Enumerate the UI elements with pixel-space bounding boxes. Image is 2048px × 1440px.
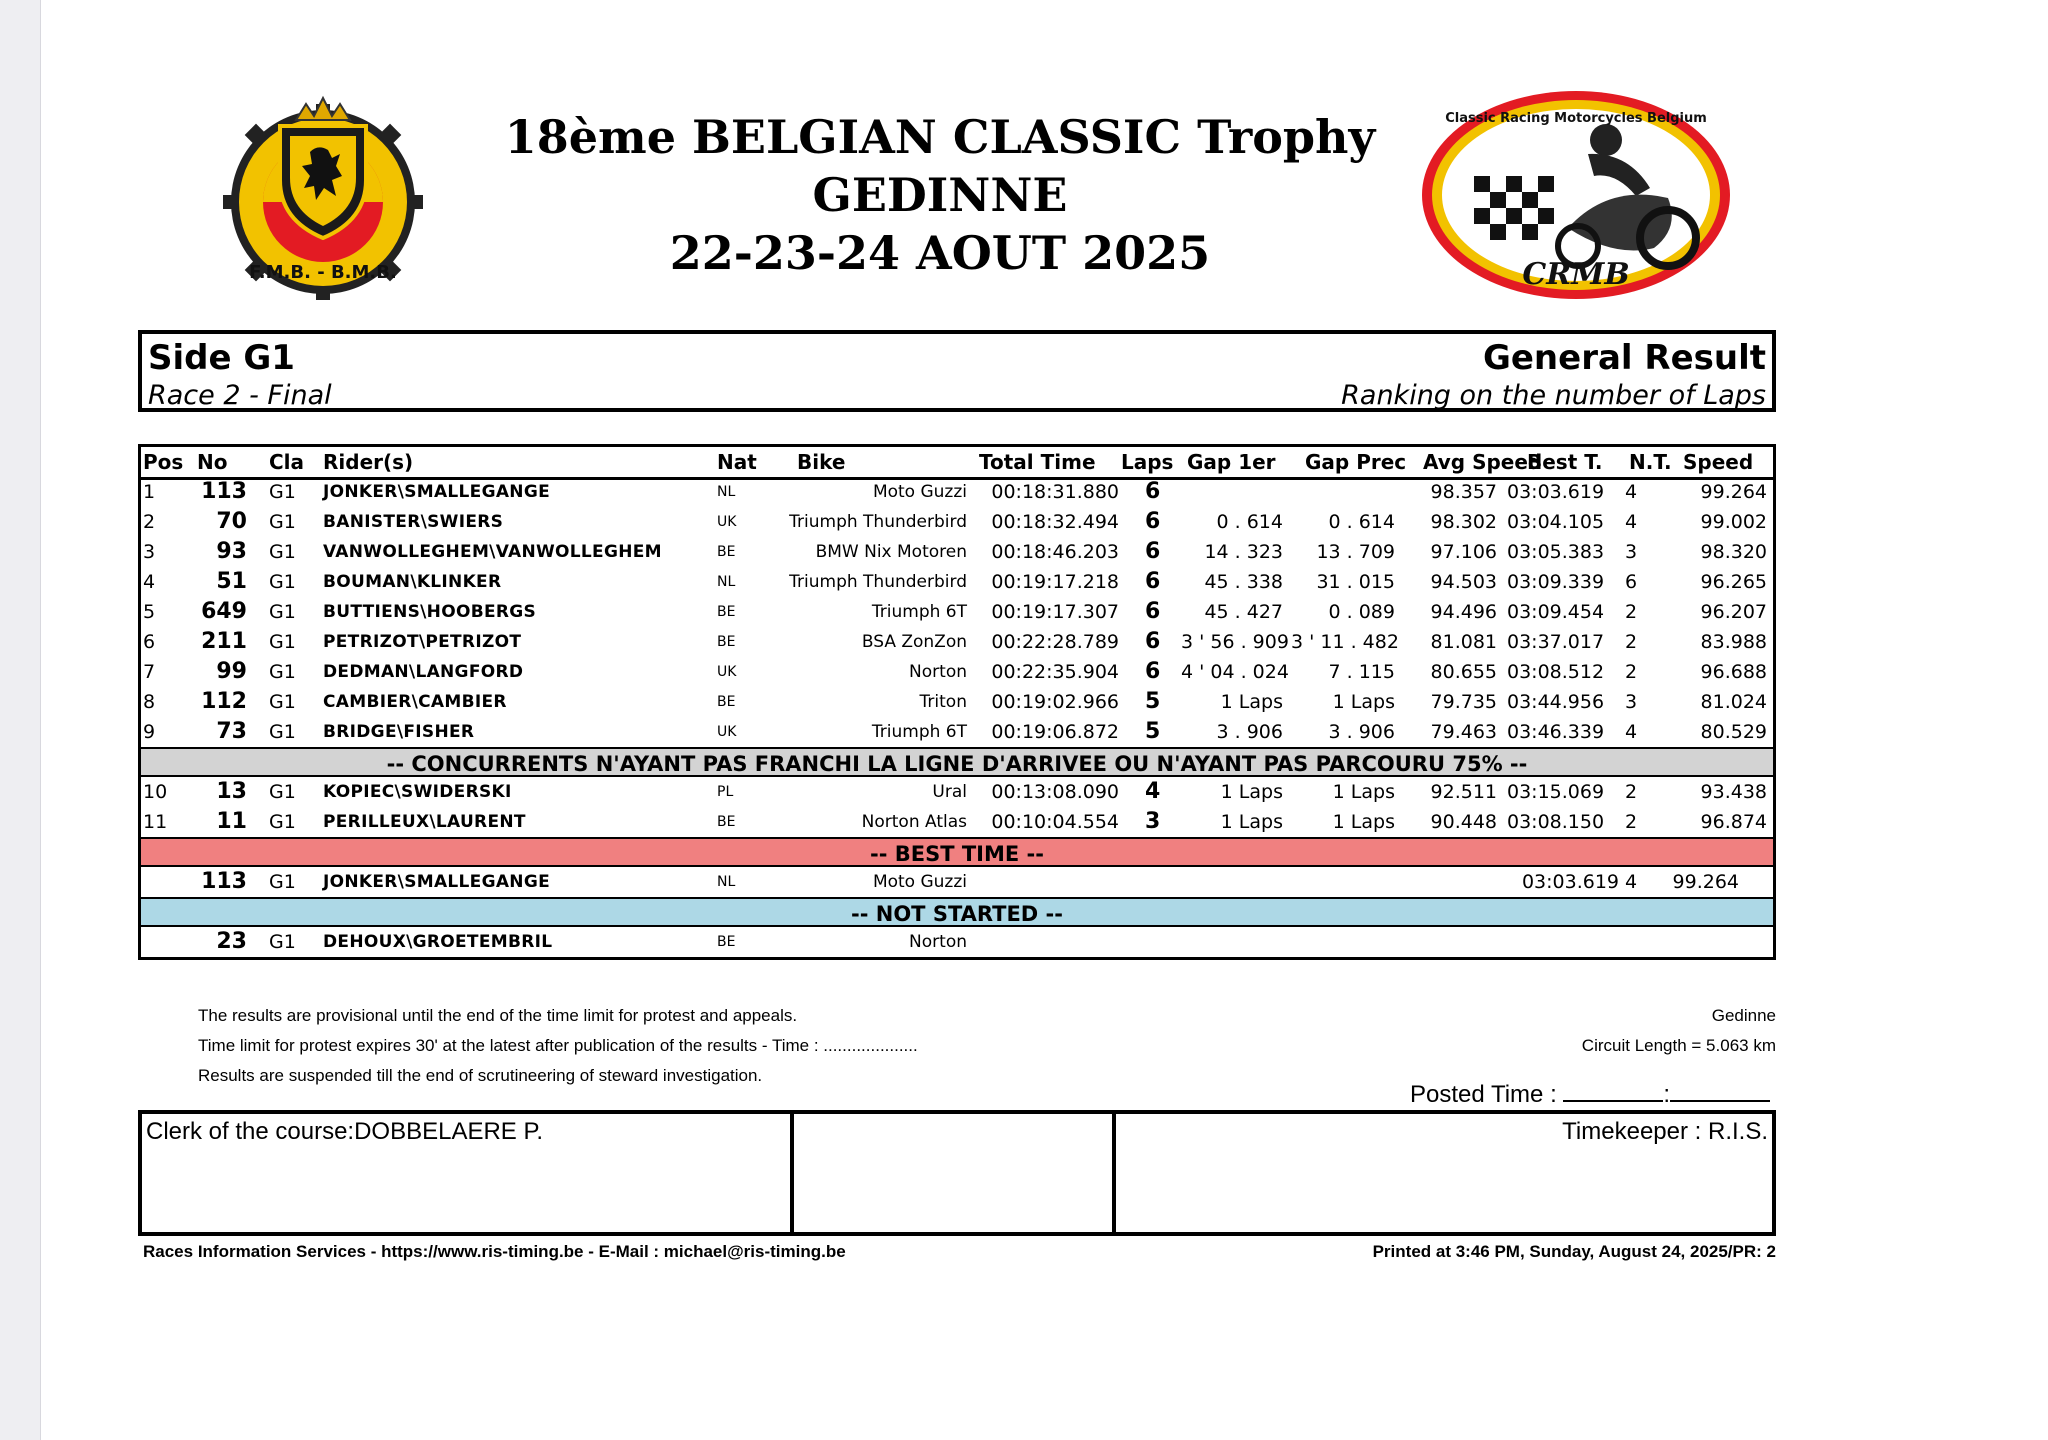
ns-nat: BE — [717, 934, 736, 950]
result-laps: 6 — [1145, 659, 1161, 684]
result-nt: 3 — [1625, 541, 1638, 563]
result-bike: Triumph 6T — [871, 722, 967, 742]
col-gap-first: Gap 1er — [1187, 450, 1276, 474]
result-no: 93 — [216, 539, 247, 564]
footer-organization: Races Information Services - https://www.ris-timing.be - E-Mail : michael@ris-timing.be — [143, 1242, 846, 1261]
result-gap-prev: 1 Laps — [1332, 691, 1395, 713]
result-cla: G1 — [269, 541, 296, 563]
result-pos: 3 — [143, 541, 156, 563]
clerk-of-course: Clerk of the course:DOBBELAERE P. — [146, 1118, 544, 1145]
col-total-time: Total Time — [979, 450, 1096, 474]
result-nat: PL — [717, 784, 734, 800]
signature-divider — [1112, 1114, 1116, 1232]
result-cla: G1 — [269, 511, 296, 533]
result-no: 649 — [201, 599, 247, 624]
result-nt: 4 — [1625, 721, 1638, 743]
result-avg-speed: 92.511 — [1430, 781, 1497, 803]
result-nat: BE — [717, 604, 736, 620]
result-nt: 2 — [1625, 631, 1638, 653]
posted-time-hours-field[interactable] — [1563, 1080, 1663, 1102]
result-rider: BUTTIENS\HOOBERGS — [323, 602, 537, 622]
result-best-time: 03:15.069 — [1507, 781, 1605, 803]
result-speed: 99.002 — [1700, 511, 1767, 533]
ns-bike: Norton — [909, 932, 967, 952]
col-nat: Nat — [717, 450, 757, 474]
table-header — [141, 447, 1773, 480]
signature-box — [138, 1110, 1776, 1236]
result-total-time: 00:19:02.966 — [991, 691, 1119, 713]
posted-time-label: Posted Time : — [1410, 1081, 1557, 1108]
result-cla: G1 — [269, 691, 296, 713]
result-laps: 6 — [1145, 539, 1161, 564]
result-nt: 2 — [1625, 661, 1638, 683]
result-gap-prev: 3 ' 11 . 482 — [1291, 631, 1399, 653]
race-category: Side G1 — [148, 338, 295, 378]
result-nat: UK — [717, 664, 737, 680]
result-best-time: 03:46.339 — [1507, 721, 1605, 743]
col-speed: Speed — [1683, 450, 1754, 474]
result-best-time: 03:37.017 — [1507, 631, 1605, 653]
result-no: 112 — [201, 689, 247, 714]
result-speed: 99.264 — [1700, 481, 1767, 503]
note-provisional: The results are provisional until the end of the time limit for protest and appeals. — [198, 1006, 798, 1025]
result-laps: 5 — [1145, 689, 1161, 714]
result-no: 51 — [216, 569, 247, 594]
best-time-banner: -- BEST TIME -- — [141, 837, 1773, 867]
result-laps: 6 — [1145, 599, 1161, 624]
result-cla: G1 — [269, 721, 296, 743]
result-gap-first: 1 Laps — [1220, 691, 1283, 713]
result-bike: Triumph 6T — [871, 602, 967, 622]
result-bike: Triumph Thunderbird — [789, 572, 967, 592]
result-avg-speed: 79.463 — [1430, 721, 1497, 743]
col-laps: Laps — [1121, 450, 1174, 474]
result-cla: G1 — [269, 481, 296, 503]
col-pos: Pos — [143, 450, 184, 474]
result-speed: 96.265 — [1700, 571, 1767, 593]
result-row — [141, 627, 1773, 657]
result-rider: BOUMAN\KLINKER — [323, 572, 502, 592]
result-nt: 2 — [1625, 601, 1638, 623]
result-bike: Norton Atlas — [861, 812, 967, 832]
result-laps: 4 — [1145, 779, 1161, 804]
result-row — [141, 507, 1773, 537]
result-no: 113 — [201, 479, 247, 504]
result-nat: NL — [717, 574, 736, 590]
not-started-banner: -- NOT STARTED -- — [141, 897, 1773, 927]
posted-time-minutes-field[interactable] — [1670, 1080, 1770, 1102]
result-gap-first: 0 . 614 — [1216, 511, 1283, 533]
ns-rider: DEHOUX\GROETEMBRIL — [323, 932, 553, 952]
result-gap-prev: 0 . 614 — [1328, 511, 1395, 533]
result-gap-prev: 1 Laps — [1332, 781, 1395, 803]
result-gap-prev: 31 . 015 — [1316, 571, 1395, 593]
event-dates: 22-23-24 AOUT 2025 — [669, 226, 1211, 280]
footer-printed-at: Printed at 3:46 PM, Sunday, August 24, 2025/PR: 2 — [1372, 1242, 1776, 1261]
timekeeper: Timekeeper : R.I.S. — [1562, 1118, 1768, 1145]
race-info-box — [138, 330, 1776, 412]
result-row — [141, 717, 1773, 747]
result-pos: 1 — [143, 481, 156, 503]
result-best-time: 03:03.619 — [1507, 481, 1605, 503]
result-avg-speed: 94.496 — [1430, 601, 1497, 623]
result-no: 99 — [216, 659, 247, 684]
result-total-time: 00:19:17.218 — [991, 571, 1119, 593]
event-title — [460, 108, 1420, 282]
results-table — [138, 444, 1776, 960]
result-speed: 93.438 — [1700, 781, 1767, 803]
result-rider: PETRIZOT\PETRIZOT — [323, 632, 522, 652]
best-nt: 4 — [1625, 871, 1638, 893]
result-avg-speed: 98.302 — [1430, 511, 1497, 533]
result-row — [141, 567, 1773, 597]
result-gap-first: 1 Laps — [1220, 781, 1283, 803]
result-cla: G1 — [269, 661, 296, 683]
svg-text:F.M.B. - B.M.B.: F.M.B. - B.M.B. — [249, 262, 397, 283]
result-gap-first: 14 . 323 — [1204, 541, 1283, 563]
result-row — [141, 477, 1773, 507]
result-best-time: 03:09.339 — [1507, 571, 1605, 593]
result-avg-speed: 97.106 — [1430, 541, 1497, 563]
result-cla: G1 — [269, 571, 296, 593]
result-pos: 6 — [143, 631, 156, 653]
col-avg-speed: Avg Speed — [1423, 450, 1543, 474]
note-protest-limit: Time limit for protest expires 30' at the latest after publication of the results - Time : .................... — [198, 1036, 918, 1055]
col-rider: Rider(s) — [323, 450, 414, 474]
result-gap-prev: 1 Laps — [1332, 811, 1395, 833]
crmb-logo — [1418, 88, 1734, 302]
posted-time — [1410, 1080, 1770, 1109]
svg-text:Classic Racing Motorcycles Bel: Classic Racing Motorcycles Belgium — [1445, 111, 1707, 126]
event-venue: GEDINNE — [812, 168, 1068, 222]
ranking-basis: Ranking on the number of Laps — [1341, 380, 1766, 411]
result-rider: CAMBIER\CAMBIER — [323, 692, 507, 712]
result-avg-speed: 94.503 — [1430, 571, 1497, 593]
result-nt: 2 — [1625, 781, 1638, 803]
result-best-time: 03:08.512 — [1507, 661, 1605, 683]
svg-text:CRMB: CRMB — [1522, 257, 1630, 292]
result-row — [141, 537, 1773, 567]
result-bike: Norton — [909, 662, 967, 682]
result-bike: BSA ZonZon — [861, 632, 967, 652]
result-cla: G1 — [269, 601, 296, 623]
result-pos: 4 — [143, 571, 156, 593]
result-total-time: 00:18:46.203 — [991, 541, 1119, 563]
result-gap-prev: 0 . 089 — [1328, 601, 1395, 623]
best-nat: NL — [717, 874, 736, 890]
result-nt: 6 — [1625, 571, 1638, 593]
result-pos: 9 — [143, 721, 156, 743]
result-gap-first: 3 ' 56 . 909 — [1181, 631, 1289, 653]
result-laps: 3 — [1145, 809, 1161, 834]
fmb-bmb-text — [249, 262, 397, 283]
result-no: 11 — [216, 809, 247, 834]
result-no: 13 — [216, 779, 247, 804]
result-rider: BANISTER\SWIERS — [323, 512, 504, 532]
result-total-time: 00:22:35.904 — [991, 661, 1119, 683]
result-speed: 96.207 — [1700, 601, 1767, 623]
result-best-time: 03:44.956 — [1507, 691, 1605, 713]
best-no: 113 — [201, 869, 247, 894]
result-no: 70 — [216, 509, 247, 534]
result-bike: Ural — [932, 782, 967, 802]
col-best-time: Best T. — [1527, 450, 1603, 474]
result-avg-speed: 98.357 — [1430, 481, 1497, 503]
result-avg-speed: 90.448 — [1430, 811, 1497, 833]
result-pos: 10 — [143, 781, 168, 803]
result-no: 211 — [201, 629, 247, 654]
result-type: General Result — [1482, 338, 1766, 378]
result-bike: BMW Nix Motoren — [815, 542, 967, 562]
result-best-time: 03:05.383 — [1507, 541, 1605, 563]
result-gap-first: 45 . 338 — [1204, 571, 1283, 593]
col-gap-prev: Gap Prec — [1305, 450, 1407, 474]
result-speed: 96.874 — [1700, 811, 1767, 833]
result-rider: JONKER\SMALLEGANGE — [323, 482, 550, 502]
best-best-time: 03:03.619 — [1521, 871, 1619, 893]
result-pos: 8 — [143, 691, 156, 713]
result-row — [141, 777, 1773, 807]
result-speed: 83.988 — [1700, 631, 1767, 653]
crown-icon — [296, 98, 350, 120]
result-bike: Triumph Thunderbird — [789, 512, 967, 532]
result-nat: UK — [717, 724, 737, 740]
result-speed: 81.024 — [1700, 691, 1767, 713]
best-cla: G1 — [269, 871, 296, 893]
result-gap-first: 45 . 427 — [1204, 601, 1283, 623]
result-rider: BRIDGE\FISHER — [323, 722, 475, 742]
result-total-time: 00:19:06.872 — [991, 721, 1119, 743]
ns-no: 23 — [216, 929, 247, 954]
best-rider: JONKER\SMALLEGANGE — [323, 872, 550, 892]
result-avg-speed: 80.655 — [1430, 661, 1497, 683]
col-nt: N.T. — [1629, 450, 1672, 474]
race-session: Race 2 - Final — [148, 380, 332, 411]
result-best-time: 03:09.454 — [1507, 601, 1605, 623]
result-rider: KOPIEC\SWIDERSKI — [323, 782, 512, 802]
result-speed: 98.320 — [1700, 541, 1767, 563]
result-gap-prev: 13 . 709 — [1316, 541, 1395, 563]
result-nat: BE — [717, 694, 736, 710]
result-best-time: 03:04.105 — [1507, 511, 1605, 533]
result-total-time: 00:19:17.307 — [991, 601, 1119, 623]
result-row — [141, 597, 1773, 627]
result-pos: 11 — [143, 811, 168, 833]
result-speed: 96.688 — [1700, 661, 1767, 683]
result-total-time: 00:13:08.090 — [991, 781, 1119, 803]
posted-time-separator: : — [1663, 1081, 1671, 1108]
result-rider: VANWOLLEGHEM\VANWOLLEGHEM — [323, 542, 662, 562]
signature-divider — [790, 1114, 794, 1232]
result-rider: DEDMAN\LANGFORD — [323, 662, 524, 682]
result-gap-first: 4 ' 04 . 024 — [1181, 661, 1289, 683]
result-cla: G1 — [269, 811, 296, 833]
result-best-time: 03:08.150 — [1507, 811, 1605, 833]
result-total-time: 00:18:32.494 — [991, 511, 1119, 533]
result-total-time: 00:22:28.789 — [991, 631, 1119, 653]
best-speed: 99.264 — [1672, 871, 1739, 893]
result-laps: 6 — [1145, 629, 1161, 654]
not-started-row — [141, 927, 1773, 957]
not-finished-banner: -- CONCURRENTS N'AYANT PAS FRANCHI LA LIGNE D'ARRIVEE OU N'AYANT PAS PARCOURU 75% -- — [141, 747, 1773, 777]
result-gap-first: 1 Laps — [1220, 811, 1283, 833]
result-avg-speed: 81.081 — [1430, 631, 1497, 653]
result-avg-speed: 79.735 — [1430, 691, 1497, 713]
result-nt: 4 — [1625, 511, 1638, 533]
result-pos: 7 — [143, 661, 156, 683]
venue-name: Gedinne — [1711, 1006, 1776, 1025]
result-gap-prev: 3 . 906 — [1328, 721, 1395, 743]
result-nat: NL — [717, 484, 736, 500]
result-gap-first: 3 . 906 — [1216, 721, 1283, 743]
col-bike: Bike — [797, 450, 846, 474]
note-suspended: Results are suspended till the end of scrutineering of steward investigation. — [198, 1066, 763, 1085]
circuit-length: Circuit Length = 5.063 km — [1581, 1036, 1776, 1055]
result-nt: 4 — [1625, 481, 1638, 503]
result-total-time: 00:10:04.554 — [991, 811, 1119, 833]
crmb-ring-text — [1445, 111, 1707, 126]
result-cla: G1 — [269, 631, 296, 653]
result-nt: 3 — [1625, 691, 1638, 713]
result-pos: 2 — [143, 511, 156, 533]
crmb-text — [1522, 257, 1629, 292]
result-row — [141, 687, 1773, 717]
col-no: No — [197, 450, 228, 474]
result-nat: BE — [717, 634, 736, 650]
result-no: 73 — [216, 719, 247, 744]
result-total-time: 00:18:31.880 — [991, 481, 1119, 503]
result-laps: 5 — [1145, 719, 1161, 744]
result-row — [141, 807, 1773, 837]
result-nat: BE — [717, 544, 736, 560]
result-laps: 6 — [1145, 569, 1161, 594]
result-nat: UK — [717, 514, 737, 530]
result-laps: 6 — [1145, 509, 1161, 534]
best-bike: Moto Guzzi — [872, 872, 967, 892]
result-gap-first — [1181, 477, 1283, 507]
result-bike: Moto Guzzi — [872, 482, 967, 502]
result-nat: BE — [717, 814, 736, 830]
col-cla: Cla — [269, 450, 305, 474]
result-laps: 6 — [1145, 479, 1161, 504]
event-title-line1: 18ème BELGIAN CLASSIC Trophy — [504, 110, 1376, 164]
result-row — [141, 657, 1773, 687]
result-gap-prev — [1291, 477, 1395, 507]
result-rider: PERILLEUX\LAURENT — [323, 812, 526, 832]
result-gap-prev: 7 . 115 — [1328, 661, 1395, 683]
result-pos: 5 — [143, 601, 156, 623]
fmb-logo — [218, 92, 428, 302]
result-bike: Triton — [919, 692, 967, 712]
result-speed: 80.529 — [1700, 721, 1767, 743]
result-nt: 2 — [1625, 811, 1638, 833]
result-cla: G1 — [269, 781, 296, 803]
ns-cla: G1 — [269, 931, 296, 953]
best-time-row — [141, 867, 1773, 897]
